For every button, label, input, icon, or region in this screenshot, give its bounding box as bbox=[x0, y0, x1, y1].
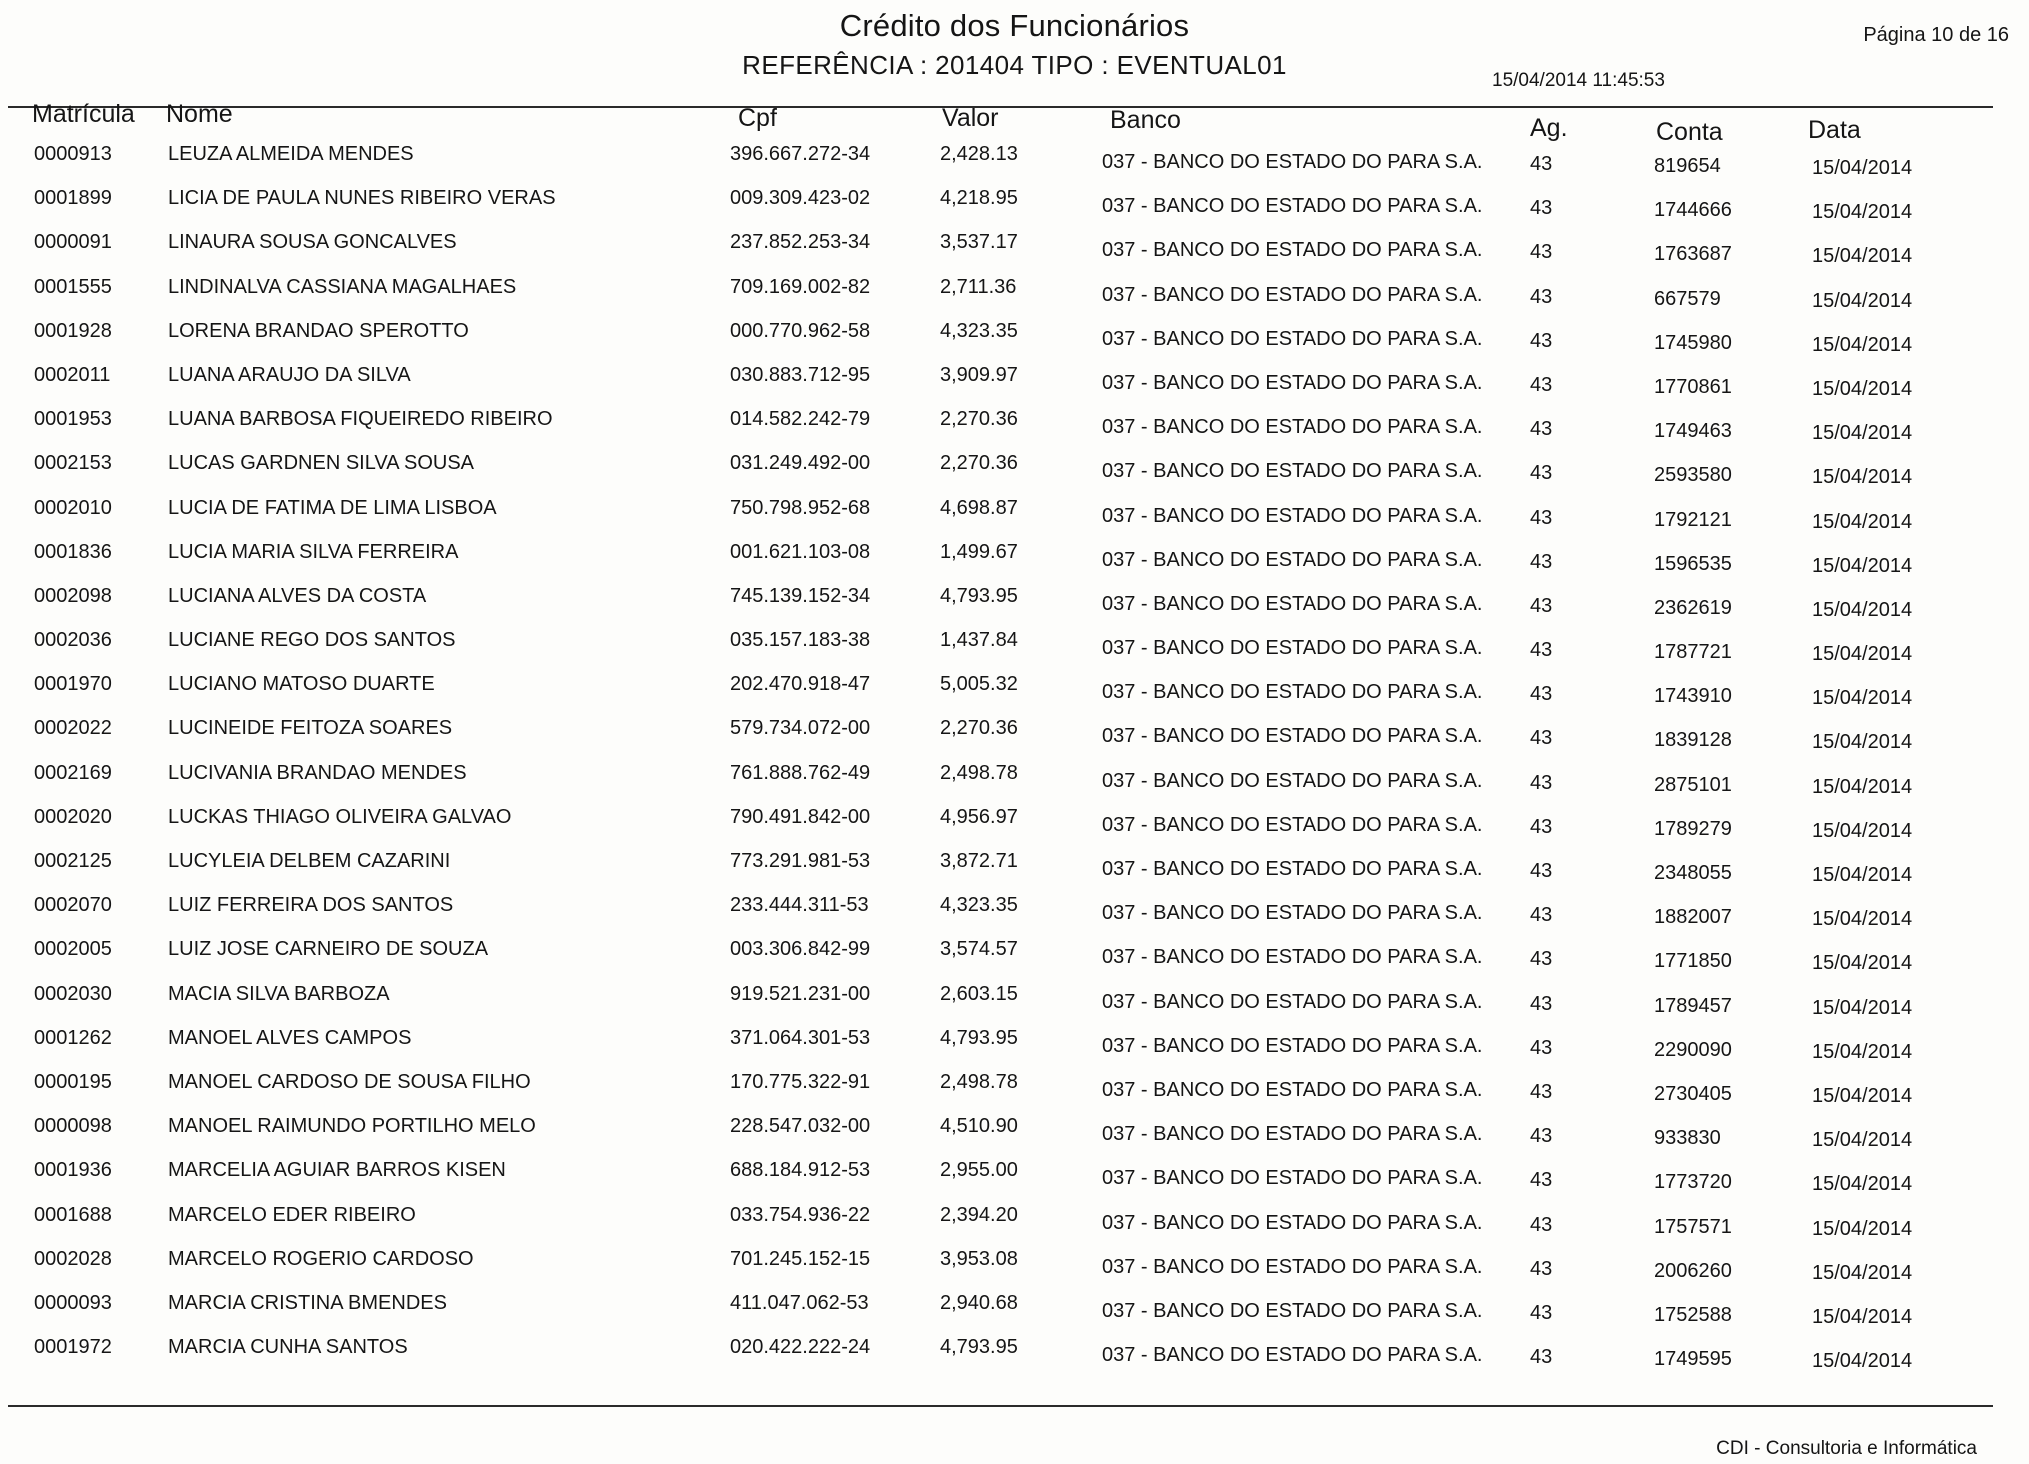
cell-ag: 43 bbox=[1530, 550, 1553, 573]
cell-ag: 43 bbox=[1530, 815, 1553, 838]
cell-conta: 1749595 bbox=[1654, 1348, 1732, 1371]
cell-matricula: 0001899 bbox=[34, 187, 112, 210]
cell-nome: LUCIANE REGO DOS SANTOS bbox=[168, 629, 456, 652]
cell-banco: 037 - BANCO DO ESTADO DO PARA S.A. bbox=[1102, 1344, 1483, 1367]
cell-data: 15/04/2014 bbox=[1812, 687, 1913, 710]
cell-nome: MACIA SILVA BARBOZA bbox=[168, 982, 390, 1005]
cell-valor: 4,510.90 bbox=[940, 1115, 1018, 1138]
cell-cpf: 031.249.492-00 bbox=[730, 452, 871, 475]
cell-data: 15/04/2014 bbox=[1812, 996, 1913, 1019]
table-row bbox=[0, 143, 2029, 187]
cell-banco: 037 - BANCO DO ESTADO DO PARA S.A. bbox=[1102, 327, 1483, 350]
cell-data: 15/04/2014 bbox=[1812, 1305, 1913, 1328]
cell-conta: 1743910 bbox=[1654, 685, 1732, 708]
cell-banco: 037 - BANCO DO ESTADO DO PARA S.A. bbox=[1102, 504, 1483, 527]
cell-cpf: 919.521.231-00 bbox=[730, 982, 871, 1005]
cell-banco: 037 - BANCO DO ESTADO DO PARA S.A. bbox=[1102, 460, 1483, 483]
cell-cpf: 030.883.712-95 bbox=[730, 363, 871, 386]
cell-nome: LUCIANA ALVES DA COSTA bbox=[168, 584, 427, 607]
cell-conta: 1792121 bbox=[1654, 508, 1732, 531]
cell-matricula: 0001688 bbox=[34, 1203, 112, 1226]
cell-ag: 43 bbox=[1530, 1301, 1553, 1324]
table-row bbox=[0, 894, 2029, 938]
cell-conta: 1763687 bbox=[1654, 243, 1732, 266]
cell-matricula: 0001953 bbox=[34, 408, 112, 431]
cell-valor: 2,498.78 bbox=[940, 1070, 1018, 1093]
cell-data: 15/04/2014 bbox=[1812, 289, 1913, 312]
cell-valor: 1,499.67 bbox=[940, 540, 1018, 563]
table-row bbox=[0, 452, 2029, 496]
table-row bbox=[0, 717, 2029, 761]
cell-valor: 4,323.35 bbox=[940, 319, 1018, 342]
cell-cpf: 014.582.242-79 bbox=[730, 408, 871, 431]
cell-ag: 43 bbox=[1530, 860, 1553, 882]
cell-data: 15/04/2014 bbox=[1812, 731, 1913, 754]
cell-data: 15/04/2014 bbox=[1812, 864, 1913, 886]
cell-cpf: 396.667.272-34 bbox=[730, 143, 871, 165]
cell-conta: 1789457 bbox=[1654, 994, 1732, 1017]
cell-nome: LUCKAS THIAGO OLIVEIRA GALVAO bbox=[168, 805, 512, 828]
cell-ag: 43 bbox=[1530, 373, 1553, 396]
table-row bbox=[0, 276, 2029, 320]
cell-nome: LUCIA MARIA SILVA FERREIRA bbox=[168, 540, 459, 563]
cell-valor: 4,698.87 bbox=[940, 496, 1018, 519]
cell-data: 15/04/2014 bbox=[1812, 775, 1913, 798]
cell-cpf: 009.309.423-02 bbox=[730, 187, 871, 210]
cell-cpf: 033.754.936-22 bbox=[730, 1203, 871, 1226]
cell-data: 15/04/2014 bbox=[1812, 554, 1913, 577]
cell-nome: LUCIVANIA BRANDAO MENDES bbox=[168, 761, 467, 784]
cell-valor: 1,437.84 bbox=[940, 629, 1018, 652]
cell-ag: 43 bbox=[1530, 1125, 1553, 1148]
cell-data: 15/04/2014 bbox=[1812, 377, 1913, 400]
cell-nome: LUCAS GARDNEN SILVA SOUSA bbox=[168, 452, 475, 475]
cell-data: 15/04/2014 bbox=[1812, 1084, 1913, 1107]
cell-cpf: 202.470.918-47 bbox=[730, 673, 871, 696]
cell-data: 15/04/2014 bbox=[1812, 157, 1913, 179]
cell-nome: LEUZA ALMEIDA MENDES bbox=[168, 143, 414, 165]
cell-ag: 43 bbox=[1530, 771, 1553, 794]
cell-cpf: 000.770.962-58 bbox=[730, 319, 871, 342]
cell-conta: 2006260 bbox=[1654, 1259, 1732, 1282]
cell-cpf: 170.775.322-91 bbox=[730, 1070, 871, 1093]
cell-data: 15/04/2014 bbox=[1812, 643, 1913, 666]
cell-nome: LUCYLEIA DELBEM CAZARINI bbox=[168, 850, 451, 872]
cell-matricula: 0000091 bbox=[34, 231, 112, 254]
cell-matricula: 0001936 bbox=[34, 1159, 112, 1182]
cell-conta: 1787721 bbox=[1654, 641, 1732, 664]
cell-conta: 1744666 bbox=[1654, 199, 1732, 222]
cell-ag: 43 bbox=[1530, 683, 1553, 706]
cell-cpf: 035.157.183-38 bbox=[730, 629, 871, 652]
cell-banco: 037 - BANCO DO ESTADO DO PARA S.A. bbox=[1102, 946, 1483, 969]
cell-matricula: 0002028 bbox=[34, 1247, 112, 1270]
cell-matricula: 0002098 bbox=[34, 584, 112, 607]
cell-matricula: 0001928 bbox=[34, 319, 112, 342]
cell-cpf: 020.422.222-24 bbox=[730, 1336, 871, 1359]
cell-valor: 3,909.97 bbox=[940, 363, 1018, 386]
report-title: Crédito dos Funcionários bbox=[839, 8, 1190, 43]
cell-conta: 819654 bbox=[1654, 155, 1721, 177]
cell-valor: 2,940.68 bbox=[940, 1291, 1018, 1314]
cell-valor: 2,428.13 bbox=[940, 143, 1018, 165]
cell-ag: 43 bbox=[1530, 329, 1553, 352]
cell-ag: 43 bbox=[1530, 1213, 1553, 1236]
cell-cpf: 761.888.762-49 bbox=[730, 761, 871, 784]
cell-data: 15/04/2014 bbox=[1812, 245, 1913, 268]
cell-ag: 43 bbox=[1530, 1346, 1553, 1369]
cell-matricula: 0002011 bbox=[34, 363, 111, 386]
cell-cpf: 001.621.103-08 bbox=[730, 540, 871, 563]
cell-matricula: 0000913 bbox=[34, 143, 112, 165]
cell-data: 15/04/2014 bbox=[1812, 952, 1913, 975]
table-row bbox=[0, 408, 2029, 452]
cell-nome: LUIZ JOSE CARNEIRO DE SOUZA bbox=[168, 938, 489, 961]
header-rule bbox=[8, 106, 1993, 108]
cell-banco: 037 - BANCO DO ESTADO DO PARA S.A. bbox=[1102, 813, 1483, 836]
cell-ag: 43 bbox=[1530, 1169, 1553, 1192]
column-header-conta: Conta bbox=[1656, 118, 1723, 146]
cell-banco: 037 - BANCO DO ESTADO DO PARA S.A. bbox=[1102, 1211, 1483, 1234]
cell-valor: 2,394.20 bbox=[940, 1203, 1018, 1226]
cell-banco: 037 - BANCO DO ESTADO DO PARA S.A. bbox=[1102, 1034, 1483, 1057]
cell-nome: LUCINEIDE FEITOZA SOARES bbox=[168, 717, 453, 740]
cell-nome: MARCELO EDER RIBEIRO bbox=[168, 1203, 416, 1226]
cell-matricula: 0002070 bbox=[34, 894, 112, 917]
cell-cpf: 750.798.952-68 bbox=[730, 496, 871, 519]
cell-valor: 2,955.00 bbox=[940, 1159, 1018, 1182]
cell-valor: 2,270.36 bbox=[940, 408, 1018, 431]
cell-cpf: 745.139.152-34 bbox=[730, 584, 871, 607]
cell-ag: 43 bbox=[1530, 1036, 1553, 1059]
column-header-nome: Nome bbox=[166, 100, 233, 128]
column-header-valor: Valor bbox=[942, 104, 999, 132]
cell-conta: 2730405 bbox=[1654, 1082, 1732, 1105]
cell-nome: MANOEL RAIMUNDO PORTILHO MELO bbox=[168, 1115, 536, 1138]
cell-conta: 667579 bbox=[1654, 287, 1721, 310]
table-row bbox=[0, 1292, 2029, 1336]
table-row bbox=[0, 673, 2029, 717]
cell-conta: 1745980 bbox=[1654, 331, 1732, 354]
cell-banco: 037 - BANCO DO ESTADO DO PARA S.A. bbox=[1102, 151, 1483, 173]
cell-cpf: 411.047.062-53 bbox=[730, 1291, 869, 1314]
cell-data: 15/04/2014 bbox=[1812, 1350, 1913, 1373]
cell-ag: 43 bbox=[1530, 727, 1553, 750]
cell-banco: 037 - BANCO DO ESTADO DO PARA S.A. bbox=[1102, 725, 1483, 748]
table-row bbox=[0, 806, 2029, 850]
table-row bbox=[0, 850, 2029, 894]
table-row bbox=[0, 320, 2029, 364]
cell-matricula: 0001970 bbox=[34, 673, 112, 696]
column-header-matricula: Matrícula bbox=[32, 100, 135, 128]
cell-valor: 4,956.97 bbox=[940, 805, 1018, 828]
cell-nome: LUANA BARBOSA FIQUEIREDO RIBEIRO bbox=[168, 408, 553, 431]
cell-nome: MARCELIA AGUIAR BARROS KISEN bbox=[168, 1159, 506, 1182]
cell-conta: 2593580 bbox=[1654, 464, 1732, 487]
cell-conta: 1789279 bbox=[1654, 817, 1732, 840]
cell-nome: LINDINALVA CASSIANA MAGALHAES bbox=[168, 275, 517, 298]
cell-ag: 43 bbox=[1530, 506, 1553, 529]
cell-conta: 1752588 bbox=[1654, 1303, 1732, 1326]
table-row bbox=[0, 497, 2029, 541]
cell-matricula: 0001262 bbox=[34, 1026, 112, 1049]
cell-data: 15/04/2014 bbox=[1812, 1040, 1913, 1063]
cell-data: 15/04/2014 bbox=[1812, 1217, 1913, 1240]
cell-banco: 037 - BANCO DO ESTADO DO PARA S.A. bbox=[1102, 548, 1483, 571]
cell-conta: 1770861 bbox=[1654, 375, 1732, 398]
cell-matricula: 0002022 bbox=[34, 717, 112, 740]
credit-table bbox=[0, 143, 2029, 1380]
table-row bbox=[0, 231, 2029, 275]
cell-ag: 43 bbox=[1530, 992, 1553, 1015]
table-row bbox=[0, 1248, 2029, 1292]
cell-nome: LUANA ARAUJO DA SILVA bbox=[168, 363, 411, 386]
cell-valor: 3,537.17 bbox=[940, 231, 1018, 254]
cell-banco: 037 - BANCO DO ESTADO DO PARA S.A. bbox=[1102, 283, 1483, 306]
cell-cpf: 371.064.301-53 bbox=[730, 1026, 871, 1049]
page-number: Página 10 de 16 bbox=[1863, 24, 2009, 46]
cell-nome: LUIZ FERREIRA DOS SANTOS bbox=[168, 894, 454, 917]
cell-matricula: 0002010 bbox=[34, 496, 112, 519]
cell-data: 15/04/2014 bbox=[1812, 1129, 1913, 1152]
cell-cpf: 233.444.311-53 bbox=[730, 894, 869, 917]
cell-conta: 933830 bbox=[1654, 1127, 1721, 1150]
cell-valor: 4,793.95 bbox=[940, 584, 1018, 607]
footer-rule bbox=[8, 1405, 1993, 1407]
cell-banco: 037 - BANCO DO ESTADO DO PARA S.A. bbox=[1102, 1255, 1483, 1278]
cell-banco: 037 - BANCO DO ESTADO DO PARA S.A. bbox=[1102, 1167, 1483, 1190]
cell-cpf: 228.547.032-00 bbox=[730, 1115, 871, 1138]
cell-valor: 3,574.57 bbox=[940, 938, 1018, 961]
cell-banco: 037 - BANCO DO ESTADO DO PARA S.A. bbox=[1102, 681, 1483, 704]
cell-valor: 4,793.95 bbox=[940, 1026, 1018, 1049]
cell-banco: 037 - BANCO DO ESTADO DO PARA S.A. bbox=[1102, 858, 1483, 880]
table-row bbox=[0, 187, 2029, 231]
cell-matricula: 0001836 bbox=[34, 540, 112, 563]
table-row bbox=[0, 1027, 2029, 1071]
cell-ag: 43 bbox=[1530, 904, 1553, 927]
cell-banco: 037 - BANCO DO ESTADO DO PARA S.A. bbox=[1102, 637, 1483, 660]
cell-ag: 43 bbox=[1530, 594, 1553, 617]
cell-nome: MANOEL CARDOSO DE SOUSA FILHO bbox=[168, 1070, 531, 1093]
table-row bbox=[0, 1071, 2029, 1115]
cell-data: 15/04/2014 bbox=[1812, 908, 1913, 931]
table-row bbox=[0, 585, 2029, 629]
cell-conta: 1882007 bbox=[1654, 906, 1732, 929]
cell-conta: 1771850 bbox=[1654, 950, 1732, 973]
column-header-data: Data bbox=[1808, 116, 1861, 144]
cell-ag: 43 bbox=[1530, 197, 1553, 220]
cell-data: 15/04/2014 bbox=[1812, 510, 1913, 533]
cell-matricula: 0000195 bbox=[34, 1070, 112, 1093]
cell-valor: 4,218.95 bbox=[940, 187, 1018, 210]
cell-data: 15/04/2014 bbox=[1812, 1173, 1913, 1196]
cell-ag: 43 bbox=[1530, 1080, 1553, 1103]
cell-valor: 4,323.35 bbox=[940, 894, 1018, 917]
cell-conta: 2875101 bbox=[1654, 773, 1732, 796]
cell-valor: 4,793.95 bbox=[940, 1336, 1018, 1359]
column-header-cpf: Cpf bbox=[738, 104, 777, 132]
cell-cpf: 579.734.072-00 bbox=[730, 717, 871, 740]
cell-matricula: 0002005 bbox=[34, 938, 112, 961]
footer-company: CDI - Consultoria e Informática bbox=[1716, 1438, 1977, 1459]
cell-nome: LICIA DE PAULA NUNES RIBEIRO VERAS bbox=[168, 187, 556, 210]
cell-nome: MARCIA CRISTINA BMENDES bbox=[168, 1291, 447, 1314]
cell-matricula: 0001555 bbox=[34, 275, 112, 298]
cell-banco: 037 - BANCO DO ESTADO DO PARA S.A. bbox=[1102, 1299, 1483, 1322]
cell-valor: 2,270.36 bbox=[940, 452, 1018, 475]
table-row bbox=[0, 541, 2029, 585]
cell-ag: 43 bbox=[1530, 241, 1553, 264]
cell-cpf: 688.184.912-53 bbox=[730, 1159, 871, 1182]
table-row bbox=[0, 1115, 2029, 1159]
cell-conta: 1749463 bbox=[1654, 420, 1732, 443]
table-row bbox=[0, 364, 2029, 408]
cell-matricula: 0000098 bbox=[34, 1115, 112, 1138]
cell-matricula: 0002153 bbox=[34, 452, 112, 475]
cell-data: 15/04/2014 bbox=[1812, 422, 1913, 445]
cell-valor: 3,872.71 bbox=[940, 850, 1018, 872]
cell-banco: 037 - BANCO DO ESTADO DO PARA S.A. bbox=[1102, 239, 1483, 262]
cell-matricula: 0002030 bbox=[34, 982, 112, 1005]
cell-conta: 2348055 bbox=[1654, 862, 1732, 884]
cell-data: 15/04/2014 bbox=[1812, 201, 1913, 224]
table-row bbox=[0, 1336, 2029, 1380]
cell-nome: MANOEL ALVES CAMPOS bbox=[168, 1026, 412, 1049]
cell-banco: 037 - BANCO DO ESTADO DO PARA S.A. bbox=[1102, 371, 1483, 394]
cell-ag: 43 bbox=[1530, 285, 1553, 308]
column-header-banco: Banco bbox=[1110, 106, 1181, 134]
cell-matricula: 0001972 bbox=[34, 1336, 112, 1359]
cell-cpf: 701.245.152-15 bbox=[730, 1247, 871, 1270]
cell-nome: LINAURA SOUSA GONCALVES bbox=[168, 231, 457, 254]
cell-conta: 2290090 bbox=[1654, 1038, 1732, 1061]
table-row bbox=[0, 938, 2029, 982]
cell-ag: 43 bbox=[1530, 639, 1553, 662]
cell-valor: 2,603.15 bbox=[940, 982, 1018, 1005]
cell-banco: 037 - BANCO DO ESTADO DO PARA S.A. bbox=[1102, 592, 1483, 615]
cell-cpf: 790.491.842-00 bbox=[730, 805, 871, 828]
cell-cpf: 003.306.842-99 bbox=[730, 938, 871, 961]
cell-conta: 1757571 bbox=[1654, 1215, 1732, 1238]
cell-banco: 037 - BANCO DO ESTADO DO PARA S.A. bbox=[1102, 1078, 1483, 1101]
report-subtitle: REFERÊNCIA : 201404 TIPO : EVENTUAL01 bbox=[742, 50, 1287, 80]
cell-conta: 1596535 bbox=[1654, 552, 1732, 575]
cell-data: 15/04/2014 bbox=[1812, 819, 1913, 842]
cell-ag: 43 bbox=[1530, 418, 1553, 441]
cell-valor: 2,498.78 bbox=[940, 761, 1018, 784]
cell-cpf: 709.169.002-82 bbox=[730, 275, 871, 298]
cell-matricula: 0002020 bbox=[34, 805, 112, 828]
cell-valor: 5,005.32 bbox=[940, 673, 1018, 696]
cell-banco: 037 - BANCO DO ESTADO DO PARA S.A. bbox=[1102, 195, 1483, 218]
cell-valor: 2,711.36 bbox=[940, 275, 1017, 298]
table-row bbox=[0, 629, 2029, 673]
cell-cpf: 773.291.981-53 bbox=[730, 850, 871, 872]
cell-valor: 3,953.08 bbox=[940, 1247, 1018, 1270]
cell-data: 15/04/2014 bbox=[1812, 1261, 1913, 1284]
cell-banco: 037 - BANCO DO ESTADO DO PARA S.A. bbox=[1102, 902, 1483, 925]
cell-banco: 037 - BANCO DO ESTADO DO PARA S.A. bbox=[1102, 769, 1483, 792]
cell-data: 15/04/2014 bbox=[1812, 466, 1913, 489]
cell-nome: LORENA BRANDAO SPEROTTO bbox=[168, 319, 469, 342]
cell-conta: 1773720 bbox=[1654, 1171, 1732, 1194]
cell-ag: 43 bbox=[1530, 948, 1553, 971]
cell-valor: 2,270.36 bbox=[940, 717, 1018, 740]
cell-ag: 43 bbox=[1530, 462, 1553, 485]
cell-ag: 43 bbox=[1530, 1257, 1553, 1280]
cell-banco: 037 - BANCO DO ESTADO DO PARA S.A. bbox=[1102, 1123, 1483, 1146]
report-timestamp: 15/04/2014 11:45:53 bbox=[1492, 70, 1665, 91]
cell-data: 15/04/2014 bbox=[1812, 598, 1913, 621]
table-row bbox=[0, 1204, 2029, 1248]
cell-matricula: 0002169 bbox=[34, 761, 112, 784]
table-row bbox=[0, 762, 2029, 806]
cell-nome: MARCELO ROGERIO CARDOSO bbox=[168, 1247, 474, 1270]
cell-conta: 2362619 bbox=[1654, 596, 1732, 619]
cell-conta: 1839128 bbox=[1654, 729, 1732, 752]
cell-nome: LUCIANO MATOSO DUARTE bbox=[168, 673, 435, 696]
cell-nome: LUCIA DE FATIMA DE LIMA LISBOA bbox=[168, 496, 497, 519]
cell-ag: 43 bbox=[1530, 153, 1553, 175]
cell-banco: 037 - BANCO DO ESTADO DO PARA S.A. bbox=[1102, 990, 1483, 1013]
cell-data: 15/04/2014 bbox=[1812, 333, 1913, 356]
cell-banco: 037 - BANCO DO ESTADO DO PARA S.A. bbox=[1102, 416, 1483, 439]
column-header-ag: Ag. bbox=[1530, 114, 1568, 142]
table-row bbox=[0, 1159, 2029, 1203]
cell-matricula: 0000093 bbox=[34, 1291, 112, 1314]
cell-matricula: 0002125 bbox=[34, 850, 112, 872]
cell-cpf: 237.852.253-34 bbox=[730, 231, 871, 254]
cell-matricula: 0002036 bbox=[34, 629, 112, 652]
table-row bbox=[0, 983, 2029, 1027]
cell-nome: MARCIA CUNHA SANTOS bbox=[168, 1336, 408, 1359]
